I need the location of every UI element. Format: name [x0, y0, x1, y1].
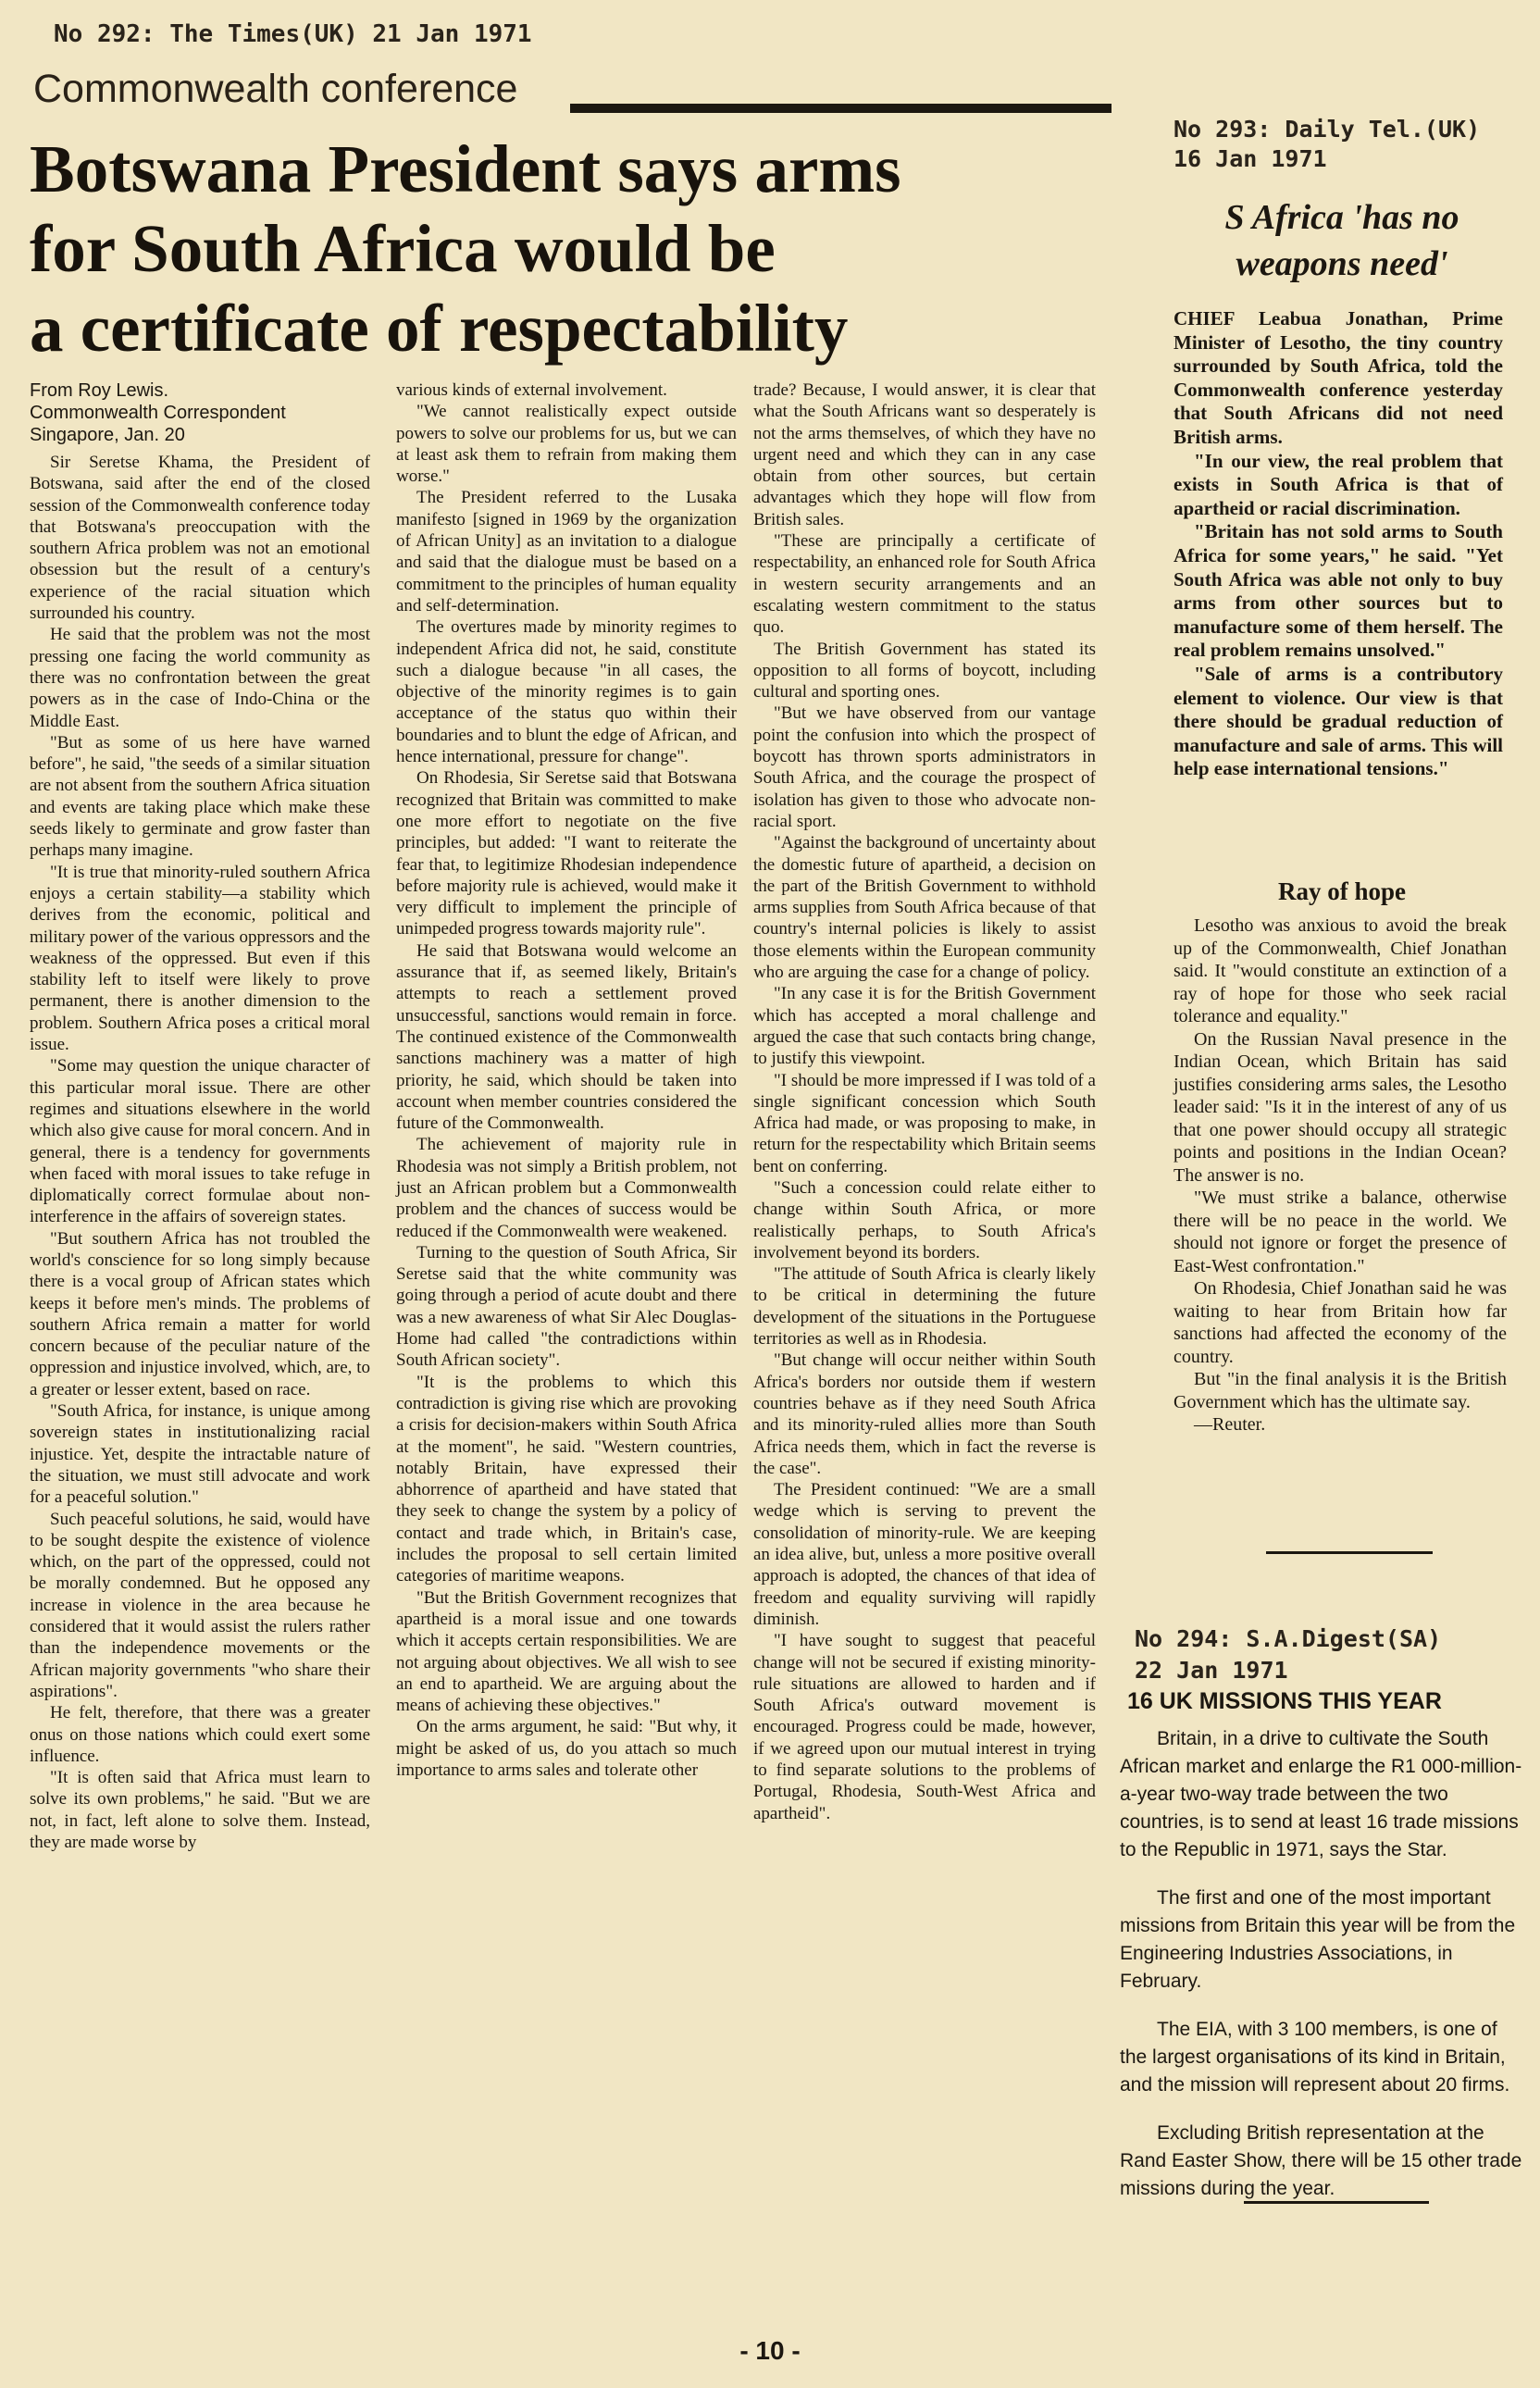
- paragraph: "It is the problems to which this contradiction is giving rise which are provoking a crisis for decision-makers within South Africa at the moment", he said. "Western countries, notably Britain, have expressed their abhorrence of apartheid and have stated that they seek to change the system by a policy of contact and trade which, in Britain's case, includes the proposal to sell certain limited categories of maritime weapons.: [396, 1372, 737, 1586]
- paragraph: "Some may question the unique character of this particular moral issue. There are other regimes and situations elsewhere in the world which also give cause for moral concern. And in general, there is a tendency for governments when faced with moral issues to take refuge in diplomatically correct formulae about non-interference in the affairs of sovereign states.: [30, 1056, 370, 1227]
- byline-dateline: Singapore, Jan. 20: [30, 425, 185, 445]
- clip3-caption: [1135, 1623, 1441, 1686]
- paragraph: "It is true that minority-ruled southern Africa enjoys a certain stability—a stability which derives from the economic, political and military power of the various oppressors and the weakness of the oppressed. But even if this stability left to itself were likely to prove permanent, there is another dimension to the problem. Southern Africa poses a critical moral issue.: [30, 862, 370, 1055]
- paragraph: "Such a concession could relate either to change within South Africa, or more realistically perhaps, to South Africa's involvement beyond its borders.: [753, 1177, 1096, 1262]
- paragraph: "We cannot realistically expect outside powers to solve our problems for us, but we can at least ask them to refrain from making them worse.": [396, 402, 737, 487]
- paragraph: The EIA, with 3 100 members, is one of the largest organisations of its kind in Britain, and the mission will represent about 20 firms.: [1120, 2019, 1510, 2096]
- clip2-body-2: [1174, 914, 1507, 1437]
- caption-line: 22 Jan 1971: [1135, 1657, 1288, 1684]
- headline-line: a certificate of respectability: [30, 291, 849, 366]
- clip3-end-rule: [1244, 2201, 1429, 2204]
- clip3-body: [1120, 1725, 1527, 2223]
- paragraph: "It is often said that Africa must learn to solve its own problems," he said. "But we are not, in fact, left alone to solve them. Instead, they are made worse by: [30, 1768, 370, 1852]
- caption-line: 16 Jan 1971: [1174, 145, 1327, 172]
- paragraph: "Britain has not sold arms to South Africa for some years," he said. "Yet South Africa was able not only to buy arms from other sources but to manufacture some of them herself. The real problem remains unsolved.": [1174, 520, 1503, 662]
- headline-line: for South Africa would be: [30, 211, 776, 286]
- clip2-subhead: Ray of hope: [1277, 877, 1406, 905]
- clip1-headline: [30, 130, 1048, 368]
- paragraph: On Rhodesia, Sir Seretse said that Botswana recognized that Britain was committed to make one more effort to negotiate on the five principles, but added: "I want to reiterate the fear that, to legitimize Rhodesian independence before majority rule is achieved, would make it very difficult to implement the principle of unimpeded progress towards majority rule".: [396, 768, 737, 939]
- clip2-body: [1174, 307, 1503, 781]
- paragraph: "I have sought to suggest that peaceful change will not be secured if existing minority-rule situations are allowed to harden and if South Africa's outward movement is encouraged. Progress could be made, however, if we agreed upon our mutual interest in trying to find separate solutions to the problems of Portugal, Rhodesia, South-West Africa and apartheid".: [753, 1631, 1096, 1823]
- paragraph: "But the British Government recognizes that apartheid is a moral issue and one towards which it accepts certain responsibilities. We are not arguing about objectives. We all wish to see an end to apartheid. We are arguing about the means of achieving these objectives.": [396, 1587, 737, 1716]
- clip1-column-2: [396, 379, 737, 1781]
- paragraph: "I should be more impressed if I was told of a single significant concession which South Africa had made, or was proposing to make, in return for the respectability which Britain seems bent on conferring.: [753, 1070, 1096, 1176]
- paragraph: On the arms argument, he said: "But why, it might be asked of us, do you attach so much importance to arms sales and tolerate other: [396, 1717, 737, 1780]
- paragraph: On Rhodesia, Chief Jonathan said he was waiting to hear from Britain how far sanctions had affected the economy of the country.: [1174, 1278, 1507, 1367]
- paragraph: "Sale of arms is a contributory element to violence. Our view is that there should be gradual reduction of manufacture and sale of arms. This will help ease international tensions.": [1174, 662, 1503, 780]
- paragraph: On the Russian Naval presence in the Indian Ocean, which Britain has said justifies considering arms sales, the Lesotho leader said: "Is it in the interest of any of us that one power should occupy all strategic points and positions in the Indian Ocean? The answer is no.: [1174, 1028, 1507, 1186]
- headline-line: Botswana President says arms: [30, 131, 901, 206]
- byline-role: Commonwealth Correspondent: [30, 403, 286, 423]
- clip1-column-3: [753, 379, 1096, 1824]
- paragraph: Turning to the question of South Africa, Sir Seretse said that the white community was going through a period of acute doubt and there was a new awareness of what Sir Alec Douglas-Home had called "the contradictions within South African society".: [396, 1242, 737, 1371]
- paragraph: "But southern Africa has not troubled the world's conscience for so long simply because there is a vocal group of African states which keeps it before men's minds. The problems of southern Africa remain a matter for world concern because of the peculiar nature of the oppression and injustice involved, which, are, to a greater or lesser extent, based on race.: [30, 1228, 370, 1399]
- paragraph: The President continued: "We are a small wedge which is serving to prevent the consolidation of minority-rule. We are keeping an idea alive, but, unless a more positive overall approach is adopted, the chances of that idea of freedom and equality surviving will rapidly diminish.: [753, 1480, 1096, 1629]
- caption-line: No 293: Daily Tel.(UK): [1174, 116, 1481, 143]
- paragraph: "South Africa, for instance, is unique among sovereign states in institutionalizing racial injustice. Yet, despite the intractable nature of the situation, we must still advocate and work for a peaceful solution.": [30, 1401, 370, 1508]
- paragraph: He felt, therefore, that there was a greater onus on those nations which could exert some influence.: [30, 1703, 370, 1766]
- paragraph: "We must strike a balance, otherwise there will be no peace in the world. We should not ignore or forget the presence of East-West confrontation.": [1174, 1188, 1507, 1276]
- paragraph: "But as some of us here have warned before", he said, "the seeds of a similar situation are not absent from the southern Africa situation and events are taking place which make these seeds likely to germinate and grow faster than perhaps many imagine.: [30, 732, 370, 861]
- byline: [30, 379, 370, 446]
- paragraph: "The attitude of South Africa is clearly likely to be critical in determining the future development of the situations in the Portuguese territories as well as in Rhodesia.: [753, 1264, 1096, 1349]
- paragraph: But "in the final analysis it is the British Government which has the ultimate say.: [1174, 1369, 1507, 1412]
- clip3-headline: 16 UK MISSIONS THIS YEAR: [1127, 1688, 1442, 1714]
- paragraph: Lesotho was anxious to avoid the break up of the Commonwealth, Chief Jonathan said. It "would constitute an extinction of a ray of hope for those who seek racial tolerance and equality.": [1174, 915, 1507, 1026]
- paragraph: The overtures made by minority regimes to independent Africa did not, he said, constitute such a dialogue because "in all cases, the objective of the minority regimes is to gain acceptance of the status quo within their boundaries and to blunt the edge of African, and hence international, pressure for change".: [396, 617, 737, 767]
- paragraph: He said that Botswana would welcome an assurance that if, as seemed likely, Britain's attempts to reach a settlement proved unsuccessful, sanctions would remain in force. The continued existence of the Commonwealth sanctions machinery was a matter of high priority, he said, which should be taken into account when member countries considered the future of the Commonwealth.: [396, 940, 737, 1134]
- paragraph: various kinds of external involvement.: [396, 380, 667, 400]
- paragraph: Britain, in a drive to cultivate the South African market and enlarge the R1 000-million-a-year two-way trade between the two countries, is to send at least 16 trade missions to the Republic in 1971, says the Star.: [1120, 1728, 1522, 1860]
- kicker-rule: [570, 104, 1112, 113]
- paragraph: "These are principally a certificate of respectability, an enhanced role for South Africa in western security arrangements and an escalating western commitment to the status quo.: [753, 531, 1096, 638]
- clip2-end-rule: [1266, 1551, 1433, 1554]
- paragraph: Sir Seretse Khama, the President of Botswana, said after the end of the closed session of the Commonwealth conference today that Botswana's preoccupation with the southern Africa problem was not an emotional obsession but the result of a century's experience of the racial situation which surrounded his country.: [30, 453, 370, 624]
- paragraph: CHIEF Leabua Jonathan, Prime Minister of Lesotho, the tiny country surrounded by South Africa, told the Commonwealth conference yesterday that South Africans did not need British arms.: [1174, 307, 1503, 448]
- paragraph: The British Government has stated its opposition to all forms of boycott, including cultural and sporting ones.: [753, 639, 1096, 703]
- paragraph: Excluding British representation at the Rand Easter Show, there will be 15 other trade missions during the year.: [1120, 2122, 1522, 2199]
- clip2-caption: [1174, 115, 1480, 174]
- paragraph: "Against the background of uncertainty about the domestic future of apartheid, a decision on the part of the British Government to withhold arms supplies from South Africa because of that country's internal policies is likely to assist those elements within the European community who are arguing the case for a change of policy.: [753, 833, 1096, 983]
- paragraph: The achievement of majority rule in Rhodesia was not simply a British problem, not just an African problem but a Commonwealth problem and the chances of success would be reduced if the Commonwealth were weakened.: [396, 1135, 737, 1241]
- clip1-kicker: Commonwealth conference: [33, 67, 518, 111]
- page-number: - 10 -: [739, 2336, 801, 2365]
- paragraph: Such peaceful solutions, he said, would have to be sought despite the existence of violence which, on the part of the oppressed, could not be morally condemned. But he opposed any increase in violence in the area because he considered that it would assist the rulers rather than the independence movements or the African majority governments "who share their aspirations".: [30, 1509, 370, 1701]
- paragraph: "In any case it is for the British Government which has accepted a moral challenge and argued the case that such contacts bring change, to justify this viewpoint.: [753, 984, 1096, 1069]
- clip1-column-1: [30, 379, 370, 1853]
- headline-line: weapons need': [1236, 244, 1448, 283]
- clip1-caption: No 292: The Times(UK) 21 Jan 1971: [54, 20, 532, 48]
- sign-off: —Reuter.: [1194, 1414, 1266, 1435]
- paragraph: He said that the problem was not the most pressing one facing the world community as there was no confrontation between the great powers as in the case of Indo-China or the Middle East.: [30, 625, 370, 731]
- paragraph: "But we have observed from our vantage point the confusion into which the prospect of boycott has thrown sports administrators in South Africa, and the courage the prospect of isolation has given to those who advocate non-racial sport.: [753, 703, 1096, 831]
- byline-author: From Roy Lewis.: [30, 380, 169, 401]
- paragraph: "But change will occur neither within South Africa's borders nor outside them if western countries behave as if they need South Africa and its minority-ruled allies more than South Africa needs them, which in fact the reverse is the case".: [753, 1350, 1096, 1478]
- caption-line: No 294: S.A.Digest(SA): [1135, 1625, 1442, 1652]
- paragraph: trade? Because, I would answer, it is clear that what the South Africans want so desperately is not the arms themselves, of which they have no urgent need and which they can in any case obtain from other sources, but certain advantages which they hope will flow from British sales.: [753, 380, 1096, 529]
- paragraph: The President referred to the Lusaka manifesto [signed in 1969 by the organization of African Unity] as an invitation to a dialogue and said that the dialogue must be based on a commitment to the principles of human equality and self-determination.: [396, 488, 737, 616]
- paragraph: "In our view, the real problem that exists in South Africa is that of apartheid or racial discrimination.: [1174, 449, 1503, 519]
- clip2-headline: [1148, 194, 1536, 287]
- paragraph: The first and one of the most important missions from Britain this year will be from the Engineering Industries Associations, in February.: [1120, 1887, 1516, 1992]
- headline-line: S Africa 'has no: [1224, 198, 1459, 237]
